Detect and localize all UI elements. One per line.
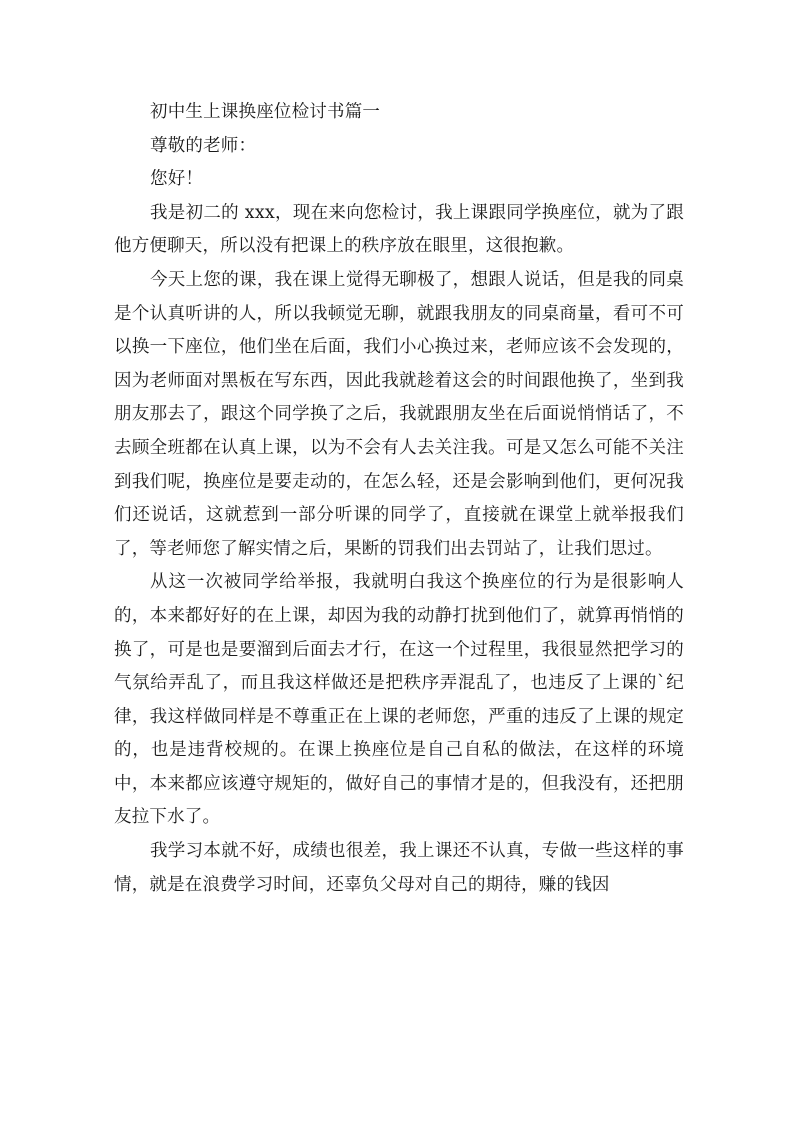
- body-paragraph-2: 今天上您的课，我在课上觉得无聊极了，想跟人说话，但是我的同桌是个认真听讲的人，所以我顿觉无聊，就跟我朋友的同桌商量，看可不可以换一下座位，他们坐在后面，我们小心换过来，老师应该不会发现的，因为老师面对黑板在写东西，因此我就趁着这会的时间跟他换了，坐到我朋友那去了，跟这个同学换了之后，我就跟朋友坐在后面说悄悄话了，不去顾全班都在认真上课，以为不会有人去关注我。可是又怎么可能不关注到我们呢，换座位是要走动的，在怎么轻，还是会影响到他们，更何况我们还说话，这就惹到一部分听课的同学了，直接就在课堂上就举报我们了，等老师您了解实情之后，果断的罚我们出去罚站了，让我们思过。: [114, 269, 684, 559]
- body-paragraph-1: 我是初二的 xxx，现在来向您检讨，我上课跟同学换座位，就为了跟他方便聊天，所以没有把课上的秩序放在眼里，这很抱歉。: [114, 202, 684, 257]
- greeting: 您好！: [150, 169, 204, 190]
- body-paragraph-3: 从这一次被同学给举报，我就明白我这个换座位的行为是很影响人的，本来都好好的在上课，却因为我的动静打扰到他们了，就算再悄悄的换了，可是也是要溜到后面去才行，在这一个过程里，我很显然把学习的气氛给弄乱了，而且我这样做还是把秩序弄混乱了，也违反了上课的`纪律，我这样做同样是不尊重正在上课的老师您，严重的违反了上课的规定的，也是违背校规的。在课上换座位是自己自私的做法，在这样的环境中，本来都应该遵守规矩的，做好自己的事情才是的，但我没有，还把朋友拉下水了。: [114, 572, 684, 828]
- salutation: 尊敬的老师：: [150, 135, 257, 156]
- document-title: 初中生上课换座位检讨书篇一: [150, 102, 381, 122]
- document-page: [114, 96, 684, 902]
- body-paragraph-4: 我学习本就不好，成绩也很差，我上课还不认真，专做一些这样的事情，就是在浪费学习时间，还辜负父母对自己的期待，赚的钱因: [114, 841, 684, 895]
